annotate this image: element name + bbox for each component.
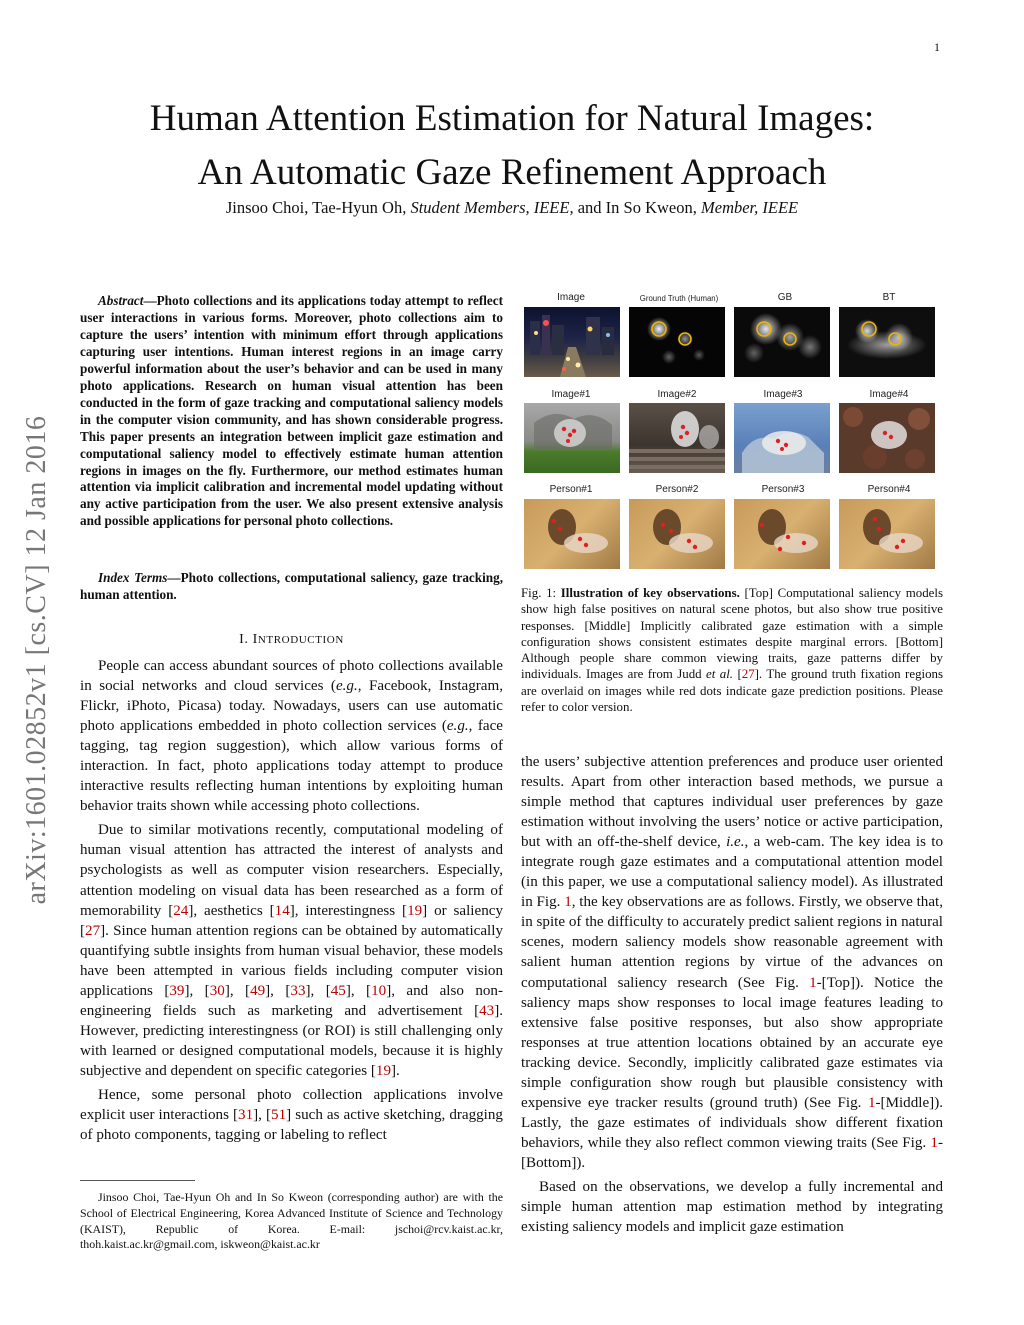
fig-label-person-2: Person#2 (655, 484, 699, 495)
paper-title (60, 92, 964, 200)
citation-link[interactable]: 30 (209, 982, 225, 999)
citation-link[interactable]: 33 (290, 982, 306, 999)
citation-link[interactable]: 27 (85, 922, 101, 939)
abstract (80, 293, 503, 530)
ground-truth-map (629, 307, 725, 377)
fig-label-person-4: Person#4 (867, 484, 911, 495)
caption-title: Illustration of key observations. (560, 586, 740, 600)
citation-link[interactable]: 39 (169, 982, 185, 999)
fig-label-image: Image (557, 292, 585, 303)
right-column-body (521, 752, 943, 1241)
index-terms-text: —Photo collections, computational saliency, gaze tracking, human attention. (80, 570, 503, 602)
title-line-2: An Automatic Gaze Refinement Approach (197, 152, 827, 193)
fig-label-image-4: Image#4 (869, 389, 909, 400)
figure-link[interactable]: 1 (930, 1134, 938, 1151)
citation-link[interactable]: 45 (330, 982, 346, 999)
fig-label-image-3: Image#3 (763, 389, 803, 400)
right-paragraph-2: Based on the observations, we develop a fully incremental and simple human attention map estimation method by integrating existing saliency models and implicit gaze estimation (521, 1178, 943, 1236)
person-4-gaze-image (839, 499, 935, 569)
figure-link[interactable]: 1 (809, 974, 817, 991)
fig-label-ground-truth: Ground Truth (Human) (639, 294, 719, 303)
garden-image (524, 403, 620, 473)
figure-1 (521, 290, 943, 580)
intro-body (80, 656, 503, 1149)
citation-link[interactable]: 24 (173, 902, 189, 919)
person-3-gaze-image (734, 499, 830, 569)
figure-caption: Fig. 1: Illustration of key observations. [Top] Computational saliency models show high false positives on natural scene photos, but also show true positive responses. [Middle] Implicitly calibrated gaze estimation with a simple configuration shows consistent estimates despite marginal errors. [Bottom] Although people share common viewing traits, gaze patterns differ by individuals. Images are from Judd et al. [27]. The ground truth fixation regions are overlaid on images while red dots indicate gaze prediction positions. Please refer to color version. (521, 586, 944, 715)
citation-link[interactable]: 31 (238, 1107, 254, 1124)
ice-image (734, 403, 830, 473)
figure-link[interactable]: 1 (564, 894, 572, 911)
intro-paragraph-3: Hence, some personal photo collection applications involve explicit user interactions [31], [51] such as active sketching, dragging of photo components, tagging or labeling to reflect (80, 1086, 503, 1144)
intro-paragraph-2: Due to similar motivations recently, computational modeling of human visual attention has attracted the interest of analysts and psychologists as well as computer vision researchers. Especially, attention modeling on visual data has been researched as a form of memorability [24], aesthetics [14], interestingness [19] or saliency [27]. Since human attention regions can be obtained by automatically quantifying subtle insights from human visual behavior, these models have been attempted in various fields including computer vision applications [39], [30], [49], [33], [45], [10], and also non-engineering fields such as marketing and advertisement [43]. However, predicting interestingness (or ROI) is still challenging only with learned or designed computational models, because it is highly subjective and dependent on specific categories [19]. (80, 822, 503, 1079)
citation-link[interactable]: 49 (250, 982, 266, 999)
index-terms-label: Index Terms (98, 570, 168, 585)
author-role-1: Student Members, IEEE, (410, 198, 574, 217)
person-2-gaze-image (629, 499, 725, 569)
arxiv-stamp: arXiv:1601.02852v1 [cs.CV] 12 Jan 2016 (21, 415, 52, 905)
citation-link[interactable]: 14 (274, 902, 290, 919)
abstract-label: Abstract (98, 293, 144, 308)
section-heading (80, 632, 503, 648)
fig-label-gb: GB (777, 292, 793, 303)
author-line (60, 198, 964, 218)
citation-link[interactable]: 27 (741, 667, 755, 682)
fig-label-person-1: Person#1 (549, 484, 593, 495)
gb-saliency-map (734, 307, 830, 377)
author-names: Jinsoo Choi, Tae-Hyun Oh, (225, 198, 407, 217)
citation-link[interactable]: 10 (371, 982, 387, 999)
arxiv-sidebar (2, 360, 72, 960)
person-1-gaze-image (524, 499, 620, 569)
fig-label-bt: BT (882, 292, 896, 303)
section-numeral: I. (239, 632, 249, 647)
citation-link[interactable]: 19 (375, 1062, 391, 1079)
fig-label-image-1: Image#1 (551, 389, 591, 400)
rocks-image (839, 403, 935, 473)
section-first-letter: I (252, 632, 258, 647)
footnote-divider (80, 1180, 195, 1181)
figure-link[interactable]: 1 (867, 1094, 876, 1111)
citation-link[interactable]: 19 (407, 902, 423, 919)
abstract-text: —Photo collections and its applications today attempt to reflect user interactions in various forms. Moreover, photo collections aim to capture the users’ intention with minimum effort through applications capturing user intentions. Human interest regions in an image carry powerful information about the user’s behavior and can be used in many photo applications. Research on human visual attention has been conducted in the form of gaze tracking and computational saliency models in the computer vision community, and has shown considerable progress. This paper presents an integration between implicit gaze estimation and computational saliency model to effectively estimate human attention regions in images on the fly. Furthermore, our method estimates human attention via implicit calibration and incremental model updating without any active participation from the user. We also present extensive analysis and possible applications for personal photo collections. (80, 293, 503, 529)
intro-paragraph-1: People can access abundant sources of photo collections available in social networks and cloud services (e.g., Facebook, Instagram, Flickr, iPhoto, Picasa) today. Nowadays, users can use automatic photo applications embedded in photo collection services (e.g., face tagging, tag region suggestion), which allow various forms of interaction. In fact, photo applications today attempt to produce interactive results reflecting human intentions by exploiting human behavior traits shown while accessing photo collections. (80, 658, 504, 815)
index-terms (80, 570, 503, 604)
right-paragraph-1: the users’ subjective attention preferences and produce user oriented results. Apart from other interaction based methods, we pursue a simple method that captures individual user preferences by gaze estimation without involving the users’ notice or active participation, but with an off-the-shelf device, i.e., a web-cam. The key idea is to integrate rough gaze estimates and a computational attention model (in this paper, we use a computational saliency model). As illustrated in Fig. 1, the key observations are as follows. Firstly, we observe that, in spite of the difficulty to accurately predict salient regions in natural scenes, modern saliency models show reasonable agreement with salient human attention regions by virtue of the advances on computational saliency research (See Fig. 1-[Top]). Notice the saliency maps show responses to local image features leading to extensive false positive responses, but also show appropriate responses at true attention locations obtained by an accurate eye tracking device. Secondly, implicitly calibrated gaze estimates via simple configuration show rough but plausible consistency with expensive eye tracker results (ground truth) (See Fig. 1-[Middle]). Lastly, the gaze estimates of individuals show different fixation behaviors, while they also reflect common viewing traits (See Fig. 1-[Bottom]). (521, 754, 943, 1171)
author-and: and In So Kweon, (577, 198, 697, 217)
title-line-1: Human Attention Estimation for Natural Images: (149, 98, 875, 139)
citation-link[interactable]: 43 (479, 1002, 495, 1019)
stairs-image (629, 403, 725, 473)
bt-saliency-map (839, 307, 935, 377)
author-role-2: Member, IEEE (701, 198, 799, 217)
fig-label-image-2: Image#2 (657, 389, 697, 400)
night-city-image (524, 307, 620, 377)
footnote: Jinsoo Choi, Tae-Hyun Oh and In So Kweon (corresponding author) are with the School of Electrical Engineering, Korea Advanced Institute of Science and Technology (KAIST), Republic of Korea. E-mail: jschoi@rcv.kaist.ac.kr, thoh.kaist.ac.kr@gmail.com, iskweon@kaist.ac.kr (80, 1190, 503, 1252)
fig-label-person-3: Person#3 (761, 484, 805, 495)
citation-link[interactable]: 51 (271, 1107, 287, 1124)
page-number: 1 (934, 40, 940, 54)
section-rest: NTRODUCTION (257, 634, 344, 646)
